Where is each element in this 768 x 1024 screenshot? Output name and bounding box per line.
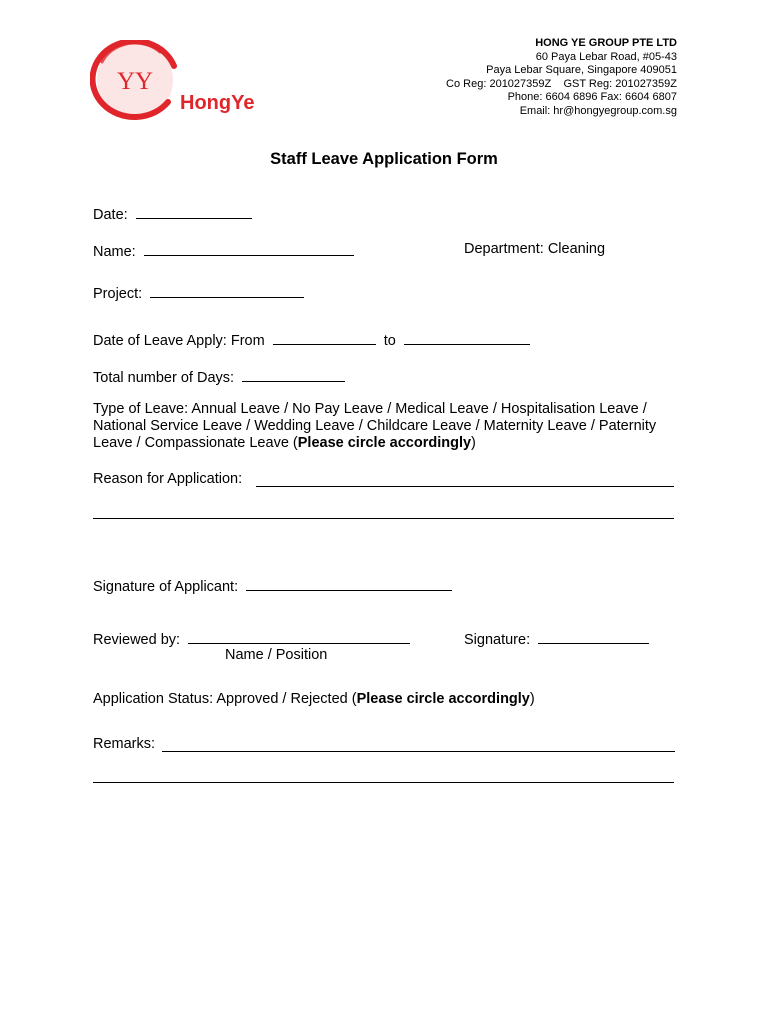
reviewer-signature-field[interactable]: [538, 629, 649, 644]
reason-label: Reason for Application:: [93, 471, 243, 487]
project-row: [93, 283, 304, 302]
reviewed-by-label: Reviewed by:: [93, 632, 181, 648]
date-label: Date:: [93, 207, 128, 223]
remarks-field-line-1[interactable]: [162, 751, 675, 752]
name-position-caption: Name / Position: [225, 647, 328, 663]
company-registration: Co Reg: 201027359Z GST Reg: 201027359Z: [446, 77, 677, 90]
status-circle-note: Please circle accordingly: [356, 691, 530, 707]
status-label[interactable]: Application Status: Approved / Rejected (: [93, 691, 357, 707]
date-field[interactable]: [136, 204, 252, 219]
date-row: [93, 204, 252, 223]
reason-row: [93, 471, 242, 487]
circle-note: Please circle accordingly: [297, 435, 472, 451]
name-row: [93, 241, 354, 260]
company-address-2: Paya Lebar Square, Singapore 409051: [486, 64, 677, 76]
remarks-label: Remarks:: [93, 736, 156, 752]
company-email: Email: hr@hongyegroup.com.sg: [519, 104, 677, 117]
department-text: Department: Cleaning: [464, 241, 606, 257]
signature-label: Signature:: [464, 632, 531, 648]
reason-field-line-2[interactable]: [93, 518, 674, 519]
applicant-signature-field[interactable]: [246, 576, 452, 591]
project-label: Project:: [93, 286, 143, 302]
reason-field-line-1[interactable]: [256, 486, 674, 487]
company-name: HONG YE GROUP PTE LTD: [535, 37, 677, 49]
leave-type-options[interactable]: Type of Leave: Annual Leave / No Pay Leave / Medical Leave / Hospitalisation Leave / National Service Leave / Wedding Leave / Childcare Leave / Maternity Leave / Paternity Leave / Compassionate Leave (: [93, 401, 657, 451]
leave-from-label: Date of Leave Apply: From: [93, 333, 265, 349]
hongye-logo: [90, 40, 290, 124]
name-label: Name:: [93, 244, 136, 260]
reviewed-by-field[interactable]: [188, 629, 410, 644]
remarks-field-line-2[interactable]: [93, 782, 674, 783]
remarks-row: [93, 736, 155, 752]
status-row: [93, 691, 535, 707]
applicant-signature-row: [93, 576, 452, 595]
logo-initials: YY: [117, 68, 154, 95]
leave-from-field[interactable]: [273, 330, 376, 345]
signature-applicant-label: Signature of Applicant:: [93, 579, 239, 595]
project-field[interactable]: [150, 283, 304, 298]
company-address-1: 60 Paya Lebar Road, #05-43: [535, 50, 677, 63]
leave-to-field[interactable]: [404, 330, 530, 345]
leave-to-label: to: [383, 333, 396, 349]
leave-type-paragraph: [93, 401, 683, 452]
company-info: [446, 37, 677, 118]
name-field[interactable]: [144, 241, 354, 256]
form-title: Staff Leave Application Form: [270, 150, 498, 168]
company-phone: Phone: 6604 6896 Fax: 6604 6807: [507, 91, 677, 103]
days-field[interactable]: [242, 367, 345, 382]
leave-dates-row: [93, 330, 530, 349]
close-paren: ): [471, 435, 476, 451]
reviewer-signature-row: [464, 629, 649, 648]
logo-brand: HongYe: [180, 92, 255, 114]
status-close-paren: ): [529, 691, 535, 707]
days-label: Total number of Days:: [93, 370, 235, 386]
reviewed-by-row: [93, 629, 410, 648]
days-row: [93, 367, 345, 386]
